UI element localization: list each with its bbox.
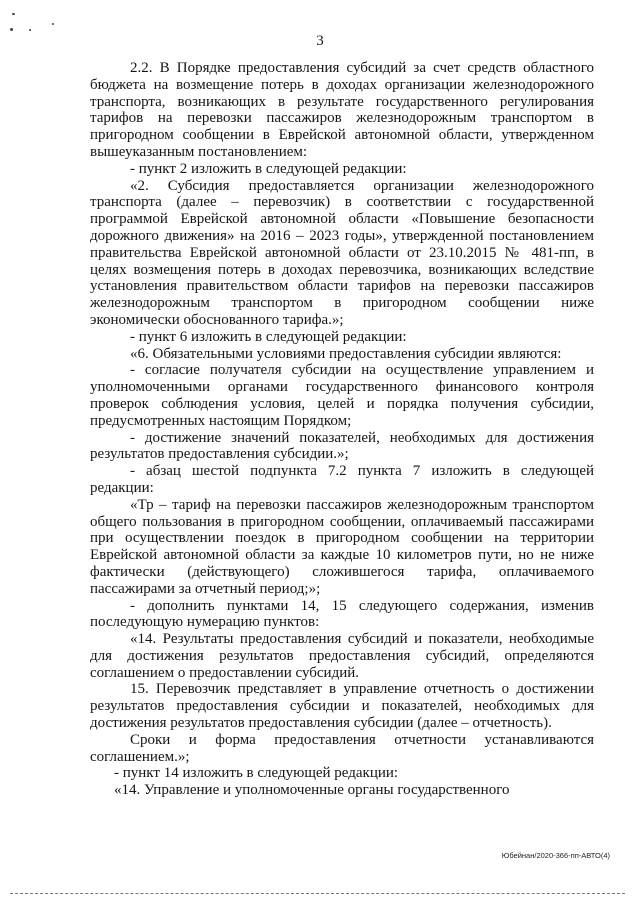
scan-speck	[52, 23, 54, 25]
paragraph-punkt-6-text: «6. Обязательными условиями предоставления субсидии являются:	[130, 345, 562, 362]
paragraph-punkt-6-intro: - пункт 6 изложить в следующей редакции:	[130, 328, 407, 345]
paragraph-condition-consent: - согласие получателя субсидии на осуществление управлением и уполномоченными органами государственного финансового контроля проверок соблюдения условия, целей и порядка получения субсидии, предусмотренных настоящим Порядком;	[90, 362, 594, 429]
paragraph-punkt-14-intro: - пункт 14 изложить в следующей редакции:	[114, 765, 399, 782]
paragraph-tariff-definition: «Тр – тариф на перевозки пассажиров железнодорожным транспортом общего пользования в пригородном сообщении, оплачиваемый пассажирами при осуществлении поездок в пригородном сообщении на территории Еврейской автономной области за каждые 10 километров пути, но не ниже фактически (действующего) сложившегося тарифа, оплачиваемого пассажирами за отчетный период;»;	[90, 496, 594, 597]
scan-bottom-edge	[10, 893, 625, 894]
paragraph-punkt-2-intro: - пункт 2 изложить в следующей редакции:	[130, 160, 407, 177]
paragraph-reporting-deadlines: Сроки и форма предоставления отчетности устанавливаются соглашением.»;	[90, 731, 594, 765]
paragraph-new-15: 15. Перевозчик представляет в управление отчетность о достижении результатов предоставления субсидии и показателей, необходимых для достижения результатов предоставления субсидии (далее – отчетность).	[90, 681, 594, 732]
scan-speck	[10, 28, 13, 31]
scan-speck	[12, 13, 15, 15]
paragraph-punkt-2-text: «2. Субсидия предоставляется организации железнодорожного транспорта (далее – перевозчик) в соответствии с государственной программой Еврейской автономной области «Повышение безопасности дорожного движения» на 2016 – 2023 годы», утвержденной постановлением правительства Еврейской автономной области от 23.10.2015 № 481-пп, в целях возмещения потерь в доходах перевозчика, возникающих вследствие установления правительством области тарифов на перевозки пассажиров железнодорожным транспортом в пригородном сообщении ниже экономически обоснованного тарифа.»;	[90, 177, 594, 328]
paragraph-2-2: 2.2. В Порядке предоставления субсидий за счет средств областного бюджета на возмещение потерь в доходах организации железнодорожного транспорта, возникающих в результате государственного регулирования тарифов на перевозки пассажиров железнодорожным транспортом в пригородном сообщении в Еврейской автономной области, утвержденном вышеуказанным постановлением:	[90, 60, 594, 160]
document-body	[90, 60, 594, 799]
page-number: 3	[316, 33, 324, 49]
paragraph-punkt-14-text: «14. Управление и уполномоченные органы государственного	[114, 782, 510, 799]
paragraph-add-14-15-intro: - дополнить пунктами 14, 15 следующего содержания, изменив последующую нумерацию пунктов:	[90, 597, 594, 631]
paragraph-condition-indicators: - достижение значений показателей, необходимых для достижения результатов предоставления субсидии.»;	[90, 429, 594, 463]
scan-speck	[29, 29, 31, 31]
paragraph-7-2-intro: - абзац шестой подпункта 7.2 пункта 7 изложить в следующей редакции:	[90, 463, 594, 496]
paragraph-new-14: «14. Результаты предоставления субсидий и показатели, необходимые для достижения результатов предоставления субсидий, определяются соглашением о предоставлении субсидий.	[90, 631, 594, 681]
document-footer-code: Юбейнан/2020-366-пп-АВТО(4)	[501, 851, 610, 860]
